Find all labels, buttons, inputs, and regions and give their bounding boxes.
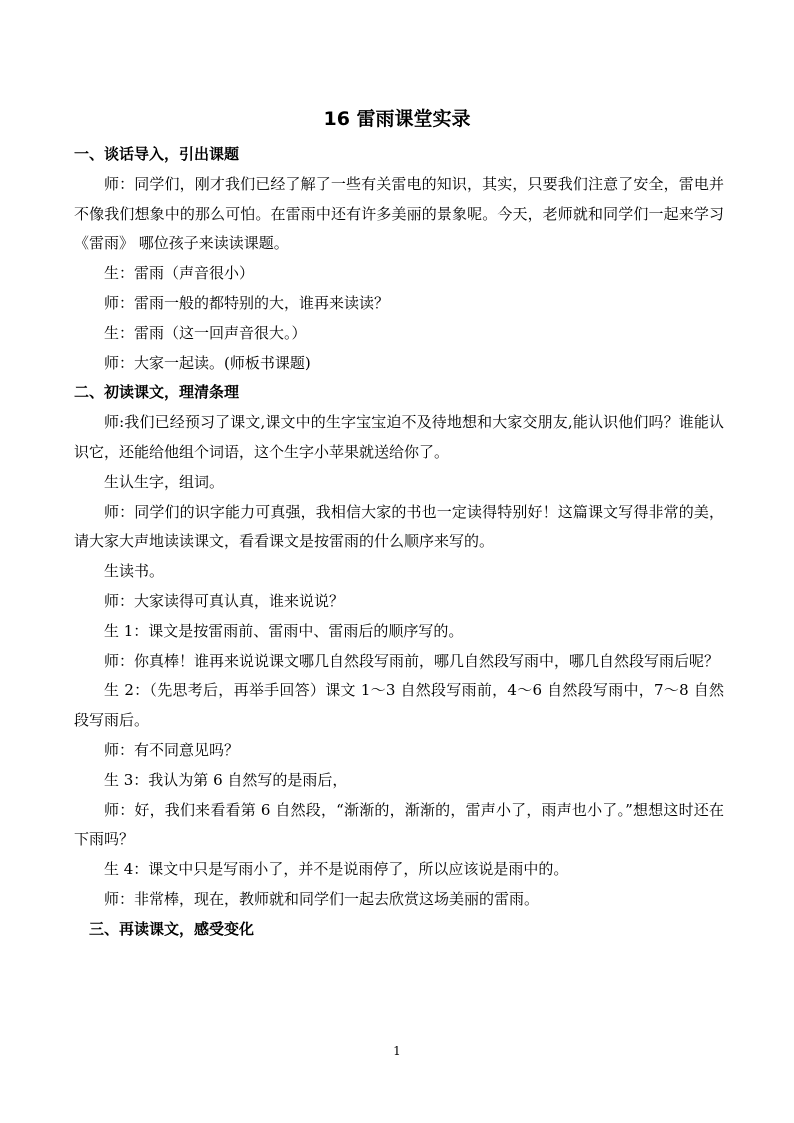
document-body: [74, 140, 724, 945]
paragraph: 师：有不同意见吗？: [104, 740, 240, 759]
section-heading-1: 一、谈话导入，引出课题: [74, 145, 240, 163]
paragraph: 生：雷雨（声音很小）: [104, 264, 255, 283]
paragraph: 生 4：课文中只是写雨小了，并不是说雨停了，所以应该说是雨中的。: [104, 860, 569, 879]
paragraph: 生 1：课文是按雷雨前、雷雨中、雷雨后的顺序写的。: [104, 621, 464, 640]
paragraph: 师：大家读得可真认真，谁来说说？: [104, 591, 345, 610]
section-heading-2: 二、初读课文，理清条理: [74, 383, 240, 402]
section-heading-3: 三、再读课文，感受变化: [89, 919, 255, 938]
paragraph: 师:我们已经预习了课文,课文中的生字宝宝迫不及待地想和大家交朋友,能认识他们吗？谁能认识它，还能给他组个词语，这个生字小苹果就送给你了。: [74, 413, 724, 461]
paragraph: 生 2：（先思考后，再举手回答）课文 1～3 自然段写雨前，4～6 自然段写雨中，7～8 自然段写雨后。: [74, 681, 724, 730]
paragraph: 师：同学们，刚才我们已经了解了一些有关雷电的知识，其实，只要我们注意了安全，雷电并不像我们想象中的那么可怕。在雷雨中还有许多美丽的景象呢。今天，老师就和同学们一起来学习《雷雨》 哪位孩子来读读课题。: [74, 174, 724, 253]
paragraph: 生认生字，组词。: [104, 472, 225, 491]
paragraph: 师：同学们的识字能力可真强，我相信大家的书也一定读得特别好！这篇课文写得非常的美，请大家大声地读读课文，看看课文是按雷雨的什么顺序来写的。: [74, 502, 724, 551]
paragraph: 生：雷雨（这一回声音很大。）: [104, 323, 307, 342]
paragraph: 生读书。: [104, 562, 165, 581]
paragraph: 师：雷雨一般的都特别的大，谁再来读读？: [104, 293, 390, 312]
paragraph: 生 3：我认为第 6 自然写的是雨后，: [104, 770, 348, 789]
page-title: 16 雷雨课堂实录: [323, 108, 471, 130]
paragraph: 师：非常棒，现在，教师就和同学们一起去欣赏这场美丽的雷雨。: [104, 889, 540, 908]
paragraph: 师：好，我们来看看第 6 自然段，“渐渐的，渐渐的，雷声小了，雨声也小了。”想想这时还在下雨吗？: [74, 800, 724, 849]
paragraph: 师：大家一起读。(师板书课题): [104, 353, 311, 372]
paragraph: 师：你真棒！谁再来说说课文哪几自然段写雨前，哪几自然段写雨中，哪几自然段写雨后呢？: [104, 651, 720, 670]
page-number: 1: [393, 1044, 401, 1058]
